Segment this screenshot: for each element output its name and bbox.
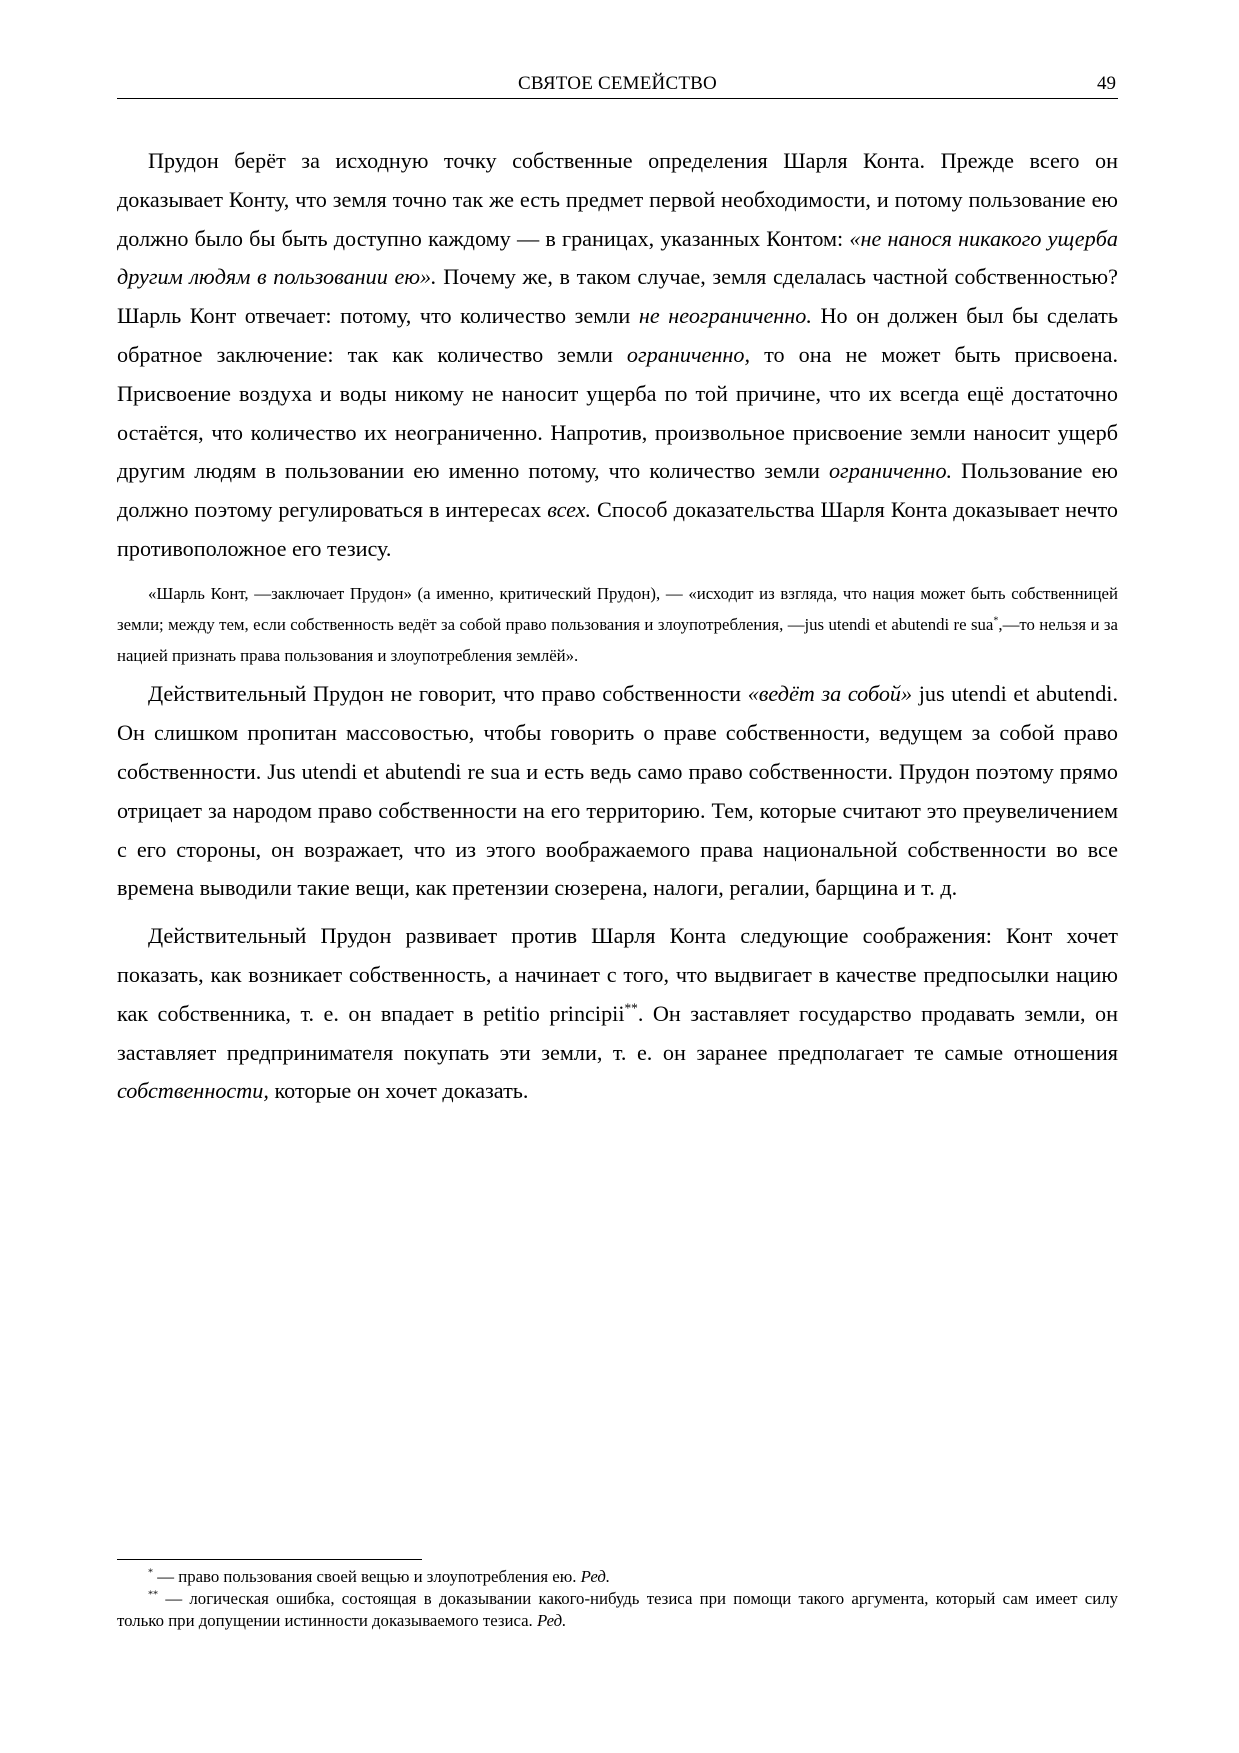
main-text [117,142,1118,1111]
footnote-separator [117,1559,422,1560]
paragraph-1: Прудон берёт за исходную точку собственные определения Шарля Конта. Прежде всего он доказывает Конту, что земля точно так же есть предмет первой необходимости, и потому пользование ею должно было бы быть доступно каждому — в границах, указанных Контом: «не нанося никакого ущерба другим людям в пользовании ею». Почему же, в таком случае, земля сделалась частной собственностью? Шарль Конт отвечает: потому, что количество земли не неограниченно. Но он должен был бы сделать обратное заключение: так как количество земли ограниченно, то она не может быть присвоена. Присвоение воздуха и воды никому не наносит ущерба по той причине, что их всегда ещё достаточно остаётся, что количество их неограниченно. Напротив, произвольное присвоение земли наносит ущерб другим людям в пользовании ею именно потому, что количество земли ограниченно. Пользование ею должно поэтому регулироваться в интересах всех. Способ доказательства Шарля Конта доказывает нечто противоположное его тезису. [117,148,1119,561]
page-number: 49 [1097,73,1116,94]
running-header [117,70,1118,99]
emphasis: ограниченно. [828,458,953,484]
footnote-marker: ** [624,1000,638,1016]
header-title: СВЯТОЕ СЕМЕЙСТВО [518,73,717,94]
paragraph-3: Действительный Прудон развивает против Шарля Конта следующие соображения: Конт хочет показать, как возникает собственность, а начинает с того, что выдвигает в качестве предпосылки нацию как собственника, т. е. он впадает в petitio principii**. Он заставляет государство продавать земли, он заставляет предпринимателя покупать эти земли, т. е. он заранее предполагает те самые отношения собственности, которые он хочет доказать. [117,923,1118,1104]
footnote-marker: ** [148,1589,159,1601]
footnote-2: ** — логическая ошибка, состоящая в доказывании какого-нибудь тезиса при помощи такого аргумента, который сам имеет силу только при допущении истинности доказываемого тезиса. Ред. [117,1589,1118,1630]
emphasis: собственности, [117,1078,269,1104]
block-quote: «Шарль Конт, —заключает Прудон» (а именно, критический Прудон), — «исходит из взгляда, что нация может быть собственницей земли; между тем, если собственность ведёт за собой право пользования и злоупотребления, —jus utendi et abutendi re sua*,—то нельзя и за нацией признать права пользования и злоупотребления землёй». [117,583,1118,666]
emphasis: «не нанося никакого ущерба другим людям в пользовании ею». [117,225,1118,290]
footnote-marker: * [148,1567,154,1579]
emphasis: всех. [547,497,592,523]
editor-note: Ред. [536,1611,567,1630]
paragraph-2: Действительный Прудон не говорит, что право собственности «ведёт за собой» jus utendi et abutendi. Он слишком пропитан массовостью, чтобы говорить о праве собственности, ведущем за собой право собственности. Jus utendi et abutendi re sua и есть ведь само право собственности. Прудон поэтому прямо отрицает за народом право собственности на его территорию. Тем, которые считают это преувеличением с его стороны, он возражает, что из этого воображаемого права национальной собственности во все времена выводили такие вещи, как претензии сюзерена, налоги, регалии, барщина и т. д. [117,681,1119,901]
emphasis: «ведёт за собой» [747,681,913,707]
editor-note: Ред. [580,1567,611,1586]
footnote-1: * — право пользования своей вещью и злоупотребления ею. Ред. [148,1567,611,1586]
footnote-marker: * [993,615,999,627]
emphasis: ограниченно, [626,341,751,367]
footnotes [117,1566,1118,1632]
emphasis: не неограниченно. [638,303,812,329]
